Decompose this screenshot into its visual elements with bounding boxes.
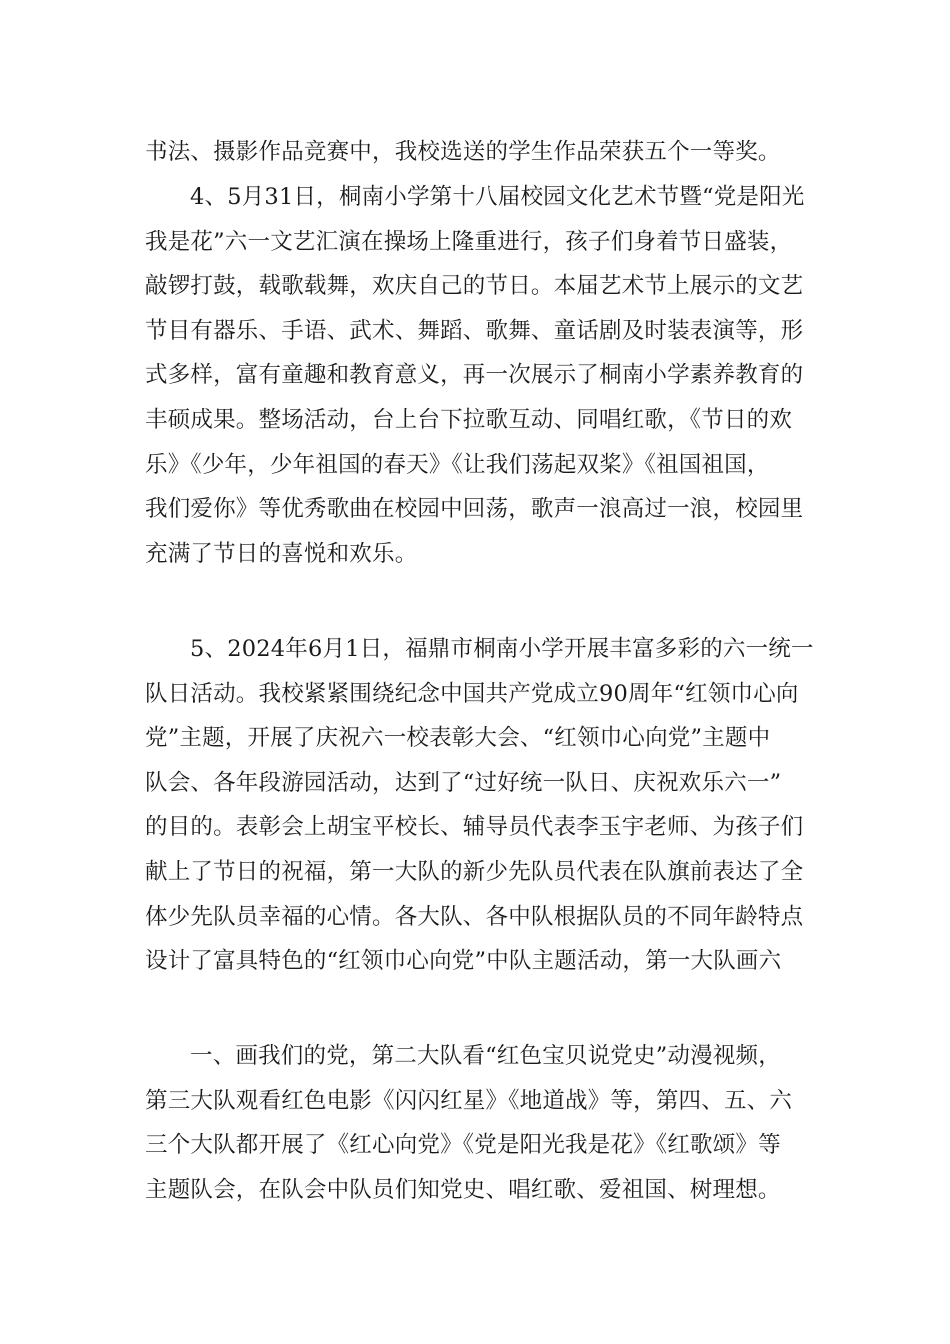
text-line: 节目有器乐、手语、武术、舞蹈、歌舞、童话剧及时装表演等，形 bbox=[145, 317, 804, 344]
text-line: 我是花”六一文艺汇演在操场上隆重进行，孩子们身着节日盛装， bbox=[145, 228, 793, 255]
text-line: 4、5月31日，桐南小学第十八届校园文化艺术节暨“党是阳光 bbox=[190, 184, 805, 210]
text-line: 党”主题，开展了庆祝六一校表彰大会、“红领巾心向党”主题中 bbox=[145, 725, 771, 752]
text-line: 设计了富具特色的“红领巾心向党”中队主题活动，第一大队画六 bbox=[145, 948, 782, 975]
paragraph-continuation bbox=[145, 130, 815, 175]
text-line: 第三大队观看红色电影《闪闪红星》《地道战》等，第四、五、六 bbox=[145, 1087, 793, 1114]
text-line: 队会、各年段游园活动，达到了“过好统一队日、庆祝欢乐六一” bbox=[145, 769, 782, 796]
paragraph-continuation-activities bbox=[145, 1034, 815, 1212]
paragraph-item-5 bbox=[145, 627, 815, 984]
text-line: 一、画我们的党，第二大队看“红色宝贝说党史”动漫视频， bbox=[190, 1043, 781, 1069]
paragraph-item-4 bbox=[145, 175, 815, 576]
text-line: 队日活动。我校紧紧围绕纪念中国共产党成立90周年“红领巾心向 bbox=[145, 680, 799, 707]
text-line: 丰硕成果。整场活动，台上台下拉歌互动、同唱红歌，《节日的欢 bbox=[145, 406, 793, 433]
text-line: 体少先队员幸福的心情。各大队、各中队根据队员的不同年龄特点 bbox=[145, 903, 804, 930]
text-line: 献上了节日的祝福，第一大队的新少先队员代表在队旗前表达了全 bbox=[145, 858, 804, 885]
text-line: 5、2024年6月1日，福鼎市桐南小学开展丰富多彩的六一统一 bbox=[190, 636, 814, 662]
text-line: 乐》《少年，少年祖国的春天》《让我们荡起双桨》《祖国祖国， bbox=[145, 451, 770, 478]
text-line: 我们爱你》等优秀歌曲在校园中回荡，歌声一浪高过一浪，校园里 bbox=[145, 496, 804, 523]
text-line: 充满了节日的喜悦和欢乐。 bbox=[145, 540, 418, 567]
text-line: 书法、摄影作品竞赛中，我校选送的学生作品荣获五个一等奖。 bbox=[145, 139, 781, 165]
text-line: 主题队会，在队会中队员们知党史、唱红歌、爱祖国、树理想。 bbox=[145, 1176, 781, 1203]
text-line: 三个大队都开展了《红心向党》《党是阳光我是花》《红歌颂》等 bbox=[145, 1132, 781, 1159]
text-line: 的目的。表彰会上胡宝平校长、辅导员代表李玉宇老师、为孩子们 bbox=[145, 814, 804, 841]
text-line: 式多样，富有童趣和教育意义，再一次展示了桐南小学素养教育的 bbox=[145, 362, 804, 389]
text-line: 敲锣打鼓，载歌载舞，欢庆自己的节日。本届艺术节上展示的文艺 bbox=[145, 273, 804, 300]
